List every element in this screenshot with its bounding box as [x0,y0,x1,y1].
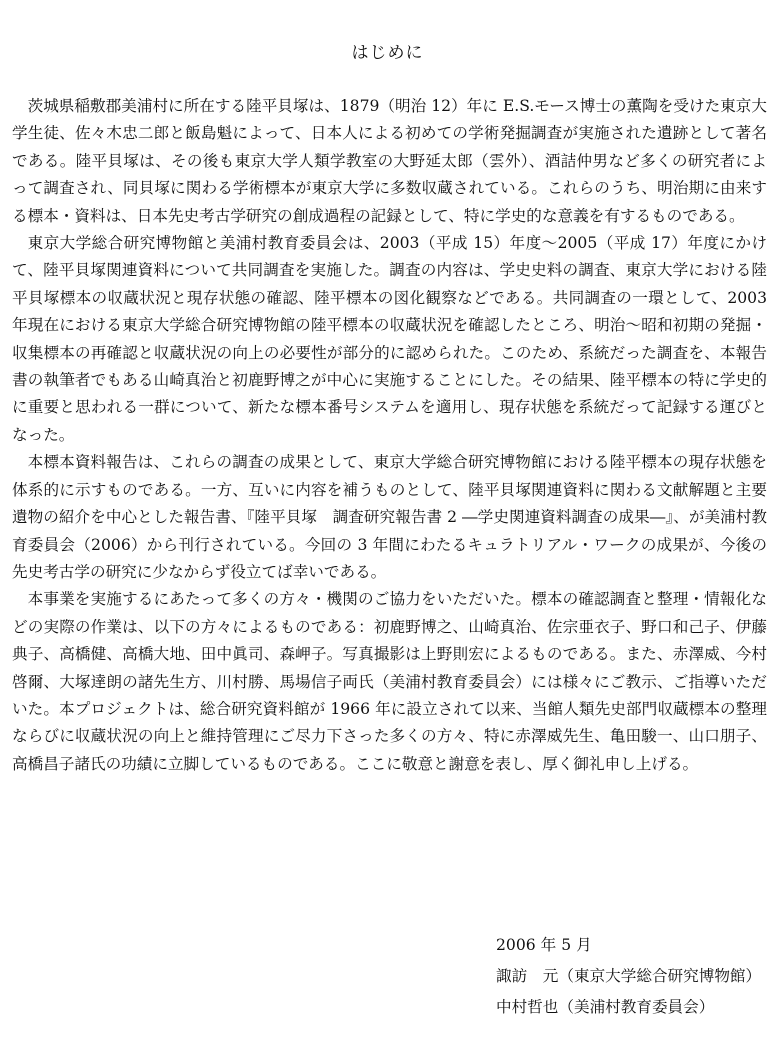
paragraph: 本事業を実施するにあたって多くの方々・機関のご協力をいただいた。標本の確認調査と整理・情報化などの実際の作業は、以下の方々によるものである：初鹿野博之、山崎真治、佐宗亜衣子、野口和己子、伊藤典子、高橋健、高橋大地、田中眞司、森岬子。写真撮影は上野則宏によるものである。また、赤澤威、今村啓爾、大塚達朗の諸先生方、川村勝、馬場信子両氏（美浦村教育委員会）には様々にご教示、ご指導いただいた。本プロジェクトは、総合研究資料館が 1966 年に設立されて以来、当館人類先史部門収蔵標本の整理ならびに収蔵状況の向上と維持管理にご尽力下さった多くの方々、特に赤澤威先生、亀田駿一、山口朋子、高橋昌子諸氏の功績に立脚しているものである。ここに敬意と謝意を表し、厚く御礼申し上げる。 [12,590,767,773]
paragraph: 東京大学総合研究博物館と美浦村教育委員会は、2003（平成 15）年度～2005（平成 17）年度にかけて、陸平貝塚関連資料について共同調査を実施した。調査の内容は、学史史料の調査、東京大学における陸平貝塚標本の収蔵状況と現存状態の確認、陸平標本の図化観察などである。共同調査の一環として、2003 年現在における東京大学総合研究博物館の陸平標本の収蔵状況を確認したところ、明治～昭和初期の発掘・収集標本の再確認と収蔵状況の向上の必要性が部分的に認められた。このため、系統だった調査を、本報告書の執筆者でもある山崎真治と初鹿野博之が中心に実施することにした。その結果、陸平標本の特に学史的に重要と思われる一群について、新たな標本番号システムを適用し、現存状態を系統だって記録する運びとなった。 [12,234,767,444]
signature-author [496,961,761,992]
paragraph: 本標本資料報告は、これらの調査の成果として、東京大学総合研究博物館における陸平標本の現存状態を体系的に示すものである。一方、互いに内容を補うものとして、陸平貝塚関連資料に関わる文献解題と主要遺物の紹介を中心とした報告書、『陸平貝塚 調査研究報告書 2 ―学史関連資料調査の成果―』、が美浦村教育委員会（2006）から刊行されている。今回の 3 年間にわたるキュラトリアル・ワークの成果が、今後の先史考古学の研究に少なからず役立てば幸いである。 [12,453,767,581]
author-affiliation: （東京大学総合研究博物館） [558,967,762,985]
signature-author [496,992,761,1023]
author-name: 中村哲也 [496,998,559,1016]
author-name: 諏訪 元 [496,967,559,985]
signature-date: 2006 年 5 月 [496,936,592,954]
page-title: はじめに [351,43,424,63]
signature-block [496,930,761,1023]
paragraph: 茨城県稲敷郡美浦村に所在する陸平貝塚は、1879（明治 12）年に E.S.モース博士の薫陶を受けた東京大学生徒、佐々木忠二郎と飯島魁によって、日本人による初めての学術発掘調査が実施された遺跡として著名である。陸平貝塚は、その後も東京大学人類学教室の大野延太郎（雲外）、酒詰仲男など多くの研究者によって調査され、同貝塚に関わる学術標本が東京大学に多数収蔵されている。これらのうち、明治期に由来する標本・資料は、日本先史考古学研究の創成過程の記録として、特に学史的な意義を有するものである。 [12,97,767,225]
document-body [12,93,767,778]
author-affiliation: （美浦村教育委員会） [558,998,715,1016]
